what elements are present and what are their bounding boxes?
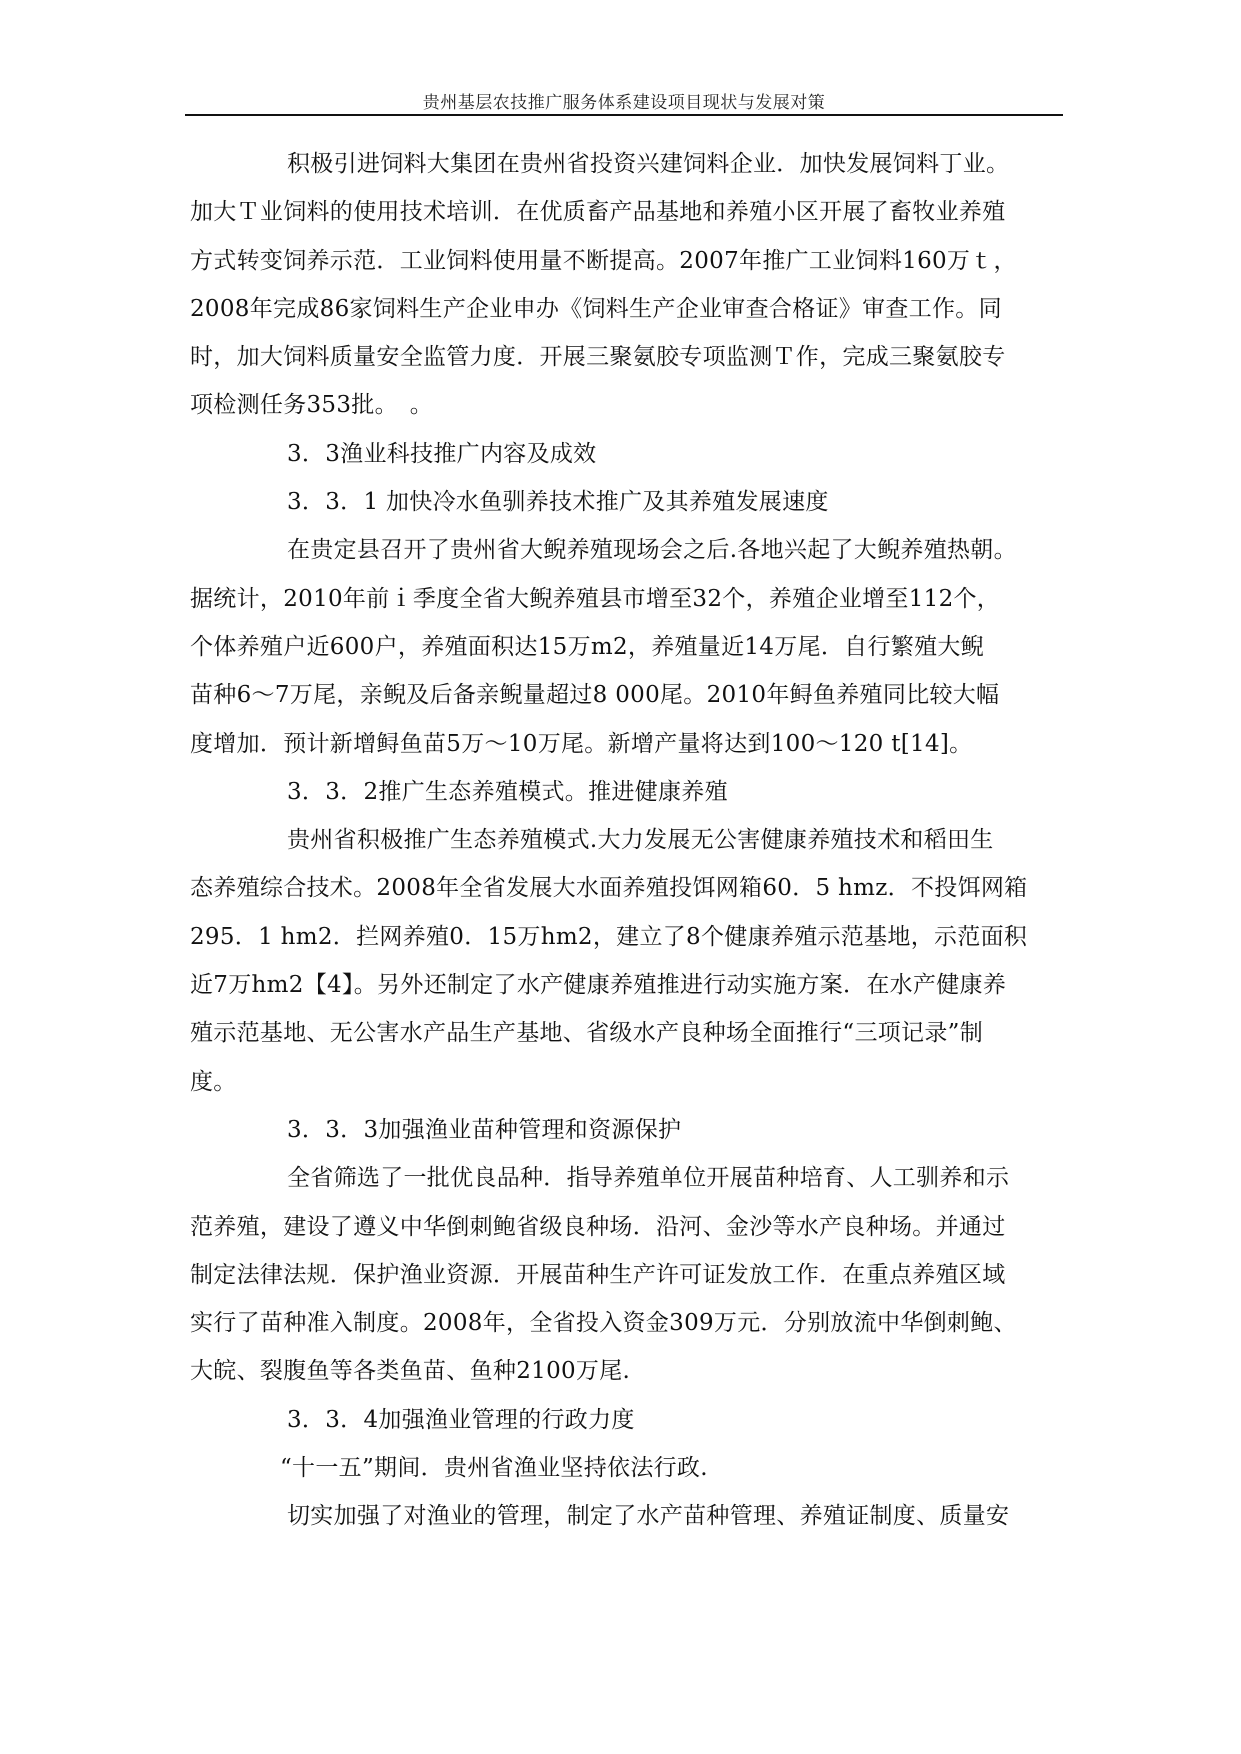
paragraph-line: 制定法律法规．保护渔业资源．开展苗种生产许可证发放工作．在重点养殖区域 (190, 1261, 1006, 1288)
subsection-heading: 3．3．3加强渔业苗种管理和资源保护 (287, 1116, 682, 1143)
subsection-heading: 3．3．1 加快冷水鱼驯养技术推广及其养殖发展速度 (287, 489, 829, 516)
paragraph-line: 殖示范基地、无公害水产品生产基地、省级水产良种场全面推行“三项记录”制 (190, 1020, 984, 1047)
paragraph-line: 2008年完成86家饲料生产企业申办《饲料生产企业审查合格证》审查工作。同 (190, 295, 1002, 322)
paragraph-line: 全省筛选了一批优良品种．指导养殖单位开展苗种培育、人工驯养和示 (287, 1165, 1010, 1192)
paragraph-line: 苗种6～7万尾，亲鲵及后备亲鲵量超过8 000尾。2010年鲟鱼养殖同比较大幅 (190, 682, 1000, 709)
header-rule (185, 114, 1063, 116)
paragraph-line: 近7万hm2【4】。另外还制定了水产健康养殖推进行动实施方案．在水产健康养 (190, 972, 1007, 999)
paragraph-line: 贵州省积极推广生态养殖模式.大力发展无公害健康养殖技术和稻田生 (287, 827, 994, 854)
paragraph-line: 切实加强了对渔业的管理，制定了水产苗种管理、养殖证制度、质量安 (287, 1503, 1010, 1530)
subsection-heading: 3．3．2推广生态养殖模式。推进健康养殖 (287, 778, 728, 805)
paragraph-line: 方式转变饲养示范．工业饲料使用量不断提高。2007年推广工业饲料160万ｔ， (190, 247, 1017, 274)
paragraph-line: 项检测任务353批。 。 (190, 392, 433, 419)
body-text (190, 140, 1070, 1541)
section-heading: 3．3渔业科技推广内容及成效 (287, 440, 597, 467)
paragraph-line: 295．1 hm2．拦网养殖0．15万hm2，建立了8个健康养殖示范基地，示范面积 (190, 923, 1028, 950)
paragraph-line: 加大Ｔ业饲料的使用技术培训．在优质畜产品基地和养殖小区开展了畜牧业养殖 (190, 199, 1006, 226)
paragraph-line: 范养殖，建设了遵义中华倒刺鲍省级良种场．沿河、金沙等水产良种场。并通过 (190, 1213, 1006, 1240)
subsection-heading: 3．3．4加强渔业管理的行政力度 (287, 1406, 635, 1433)
paragraph-line: “十一五”期间．贵州省渔业坚持依法行政. (280, 1455, 708, 1482)
running-header: 贵州基层农技推广服务体系建设项目现状与发展对策 (422, 93, 826, 113)
paragraph-line: 度增加．预计新增鲟鱼苗5万～10万尾。新增产量将达到100～120 t[14]。 (190, 730, 973, 757)
paragraph-line: 时，加大饲料质量安全监管力度．开展三聚氨胶专项监测Ｔ作，完成三聚氨胶专 (190, 344, 1006, 371)
paragraph-line: 个体养殖户近600户，养殖面积达15万m2，养殖量近14万尾．自行繁殖大鲵 (190, 633, 984, 660)
paragraph-line: 据统计，2010年前ｉ季度全省大鲵养殖县市增至32个，养殖企业增至112个， (190, 585, 1001, 612)
paragraph-line: 态养殖综合技术。2008年全省发展大水面养殖投饵网箱60．5 hmz．不投饵网箱 (190, 875, 1028, 902)
paragraph-line: 在贵定县召开了贵州省大鲵养殖现场会之后.各地兴起了大鲵养殖热朝。 (287, 537, 1017, 564)
paragraph-line: 大皖、裂腹鱼等各类鱼苗、鱼种2100万尾. (190, 1358, 631, 1385)
paragraph-line: 积极引进饲料大集团在贵州省投资兴建饲料企业．加快发展饲料丁业。 (287, 151, 1010, 177)
paragraph-line: 度。 (190, 1068, 237, 1095)
paragraph-line: 实行了苗种准入制度。2008年，全省投入资金309万元．分别放流中华倒刺鲍、 (190, 1310, 1017, 1337)
